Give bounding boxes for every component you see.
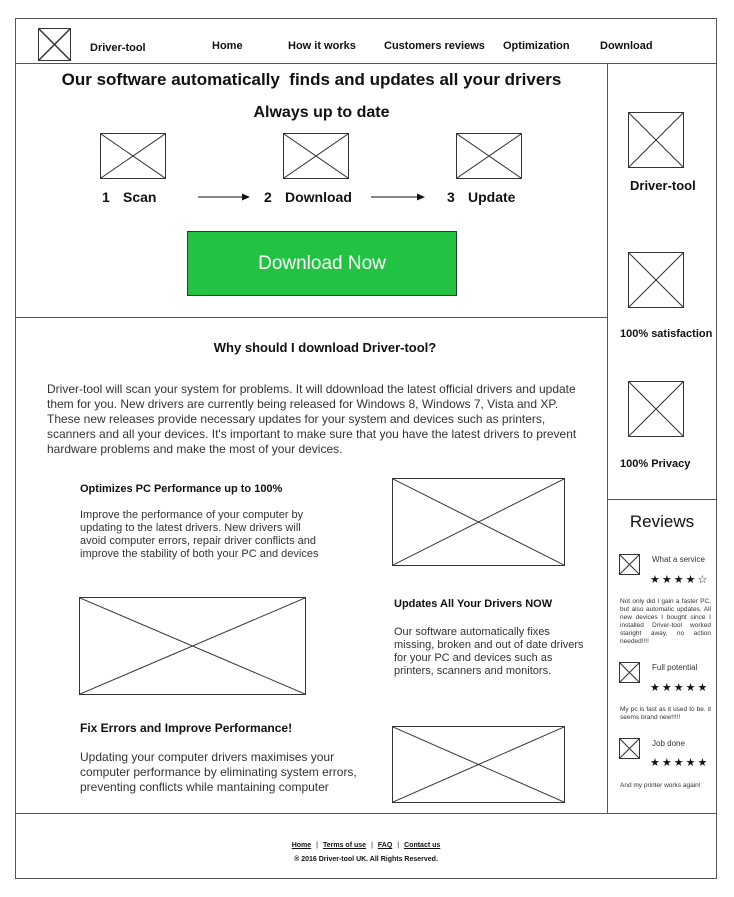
footer-copyright: ® 2016 Driver-tool UK. All Rights Reserved. <box>294 856 438 863</box>
download-now-label: Download Now <box>258 252 386 274</box>
step-3-number: 3 <box>447 189 455 205</box>
feature-3-title: Fix Errors and Improve Performance! <box>80 721 293 735</box>
feature-2-title: Updates All Your Drivers NOW <box>394 598 553 610</box>
review-3-stars: ★★★★★ <box>650 757 710 769</box>
footer-links <box>15 834 717 852</box>
hero-subheadline: Always up to date <box>253 104 390 121</box>
badge-privacy-label: 100% Privacy <box>620 458 691 470</box>
feature-1-title: Optimizes PC Performance up to 100% <box>80 483 283 495</box>
step-scan-image <box>100 133 166 179</box>
review-2-title: Full potential <box>652 663 698 672</box>
hero-headline: Our software automatically finds and updates all your drivers <box>61 70 562 89</box>
footer-link-terms[interactable]: Terms of use <box>323 842 367 849</box>
step-2-number: 2 <box>264 189 272 205</box>
feature-1-text: Improve the performance of your computer by updating to the latest drivers. New drivers will avoid computer errors, repair driver conflicts and improve the stability of both your PC and devices <box>80 509 319 560</box>
badge-driver-tool-image <box>628 112 684 168</box>
why-paragraph: Driver-tool will scan your system for problems. It will ddownload the latest official drivers and update them for you. New drivers are currently being released for Windows 8, Windows 7, Vista and XP. These new releases provide necessary updates for your system and devices such as printers, scanners and all your devices. It's important to make sure that you have the latest drivers to prevent hardware problems and make the most of your devices. <box>47 382 577 456</box>
review-1-stars: ★★★★☆ <box>650 574 710 586</box>
badge-driver-tool-label: Driver-tool <box>630 178 696 193</box>
review-3-text: And my printer works again! <box>620 782 701 789</box>
feature-3-image <box>392 726 565 803</box>
nav-home[interactable]: Home <box>212 40 243 52</box>
feature-2-text: Our software automatically fixes missing, broken and out of date drivers for your PC and devices such as printers, scanners and monitors. <box>394 626 584 677</box>
footer-link-home[interactable]: Home <box>291 842 312 849</box>
nav-customers-reviews[interactable]: Customers reviews <box>384 40 485 52</box>
step-download-image <box>283 133 349 179</box>
badge-satisfaction-label: 100% satisfaction <box>620 328 713 340</box>
feature-2-image <box>79 597 306 695</box>
badge-privacy-image <box>628 381 684 437</box>
review-3-avatar <box>619 738 640 759</box>
step-update-image <box>456 133 522 179</box>
footer-link-contact[interactable]: Contact us <box>404 842 441 849</box>
logo-image-placeholder[interactable] <box>38 28 71 61</box>
step-3-label: Update <box>468 189 516 205</box>
badge-satisfaction-image <box>628 252 684 308</box>
review-1-avatar <box>619 554 640 575</box>
feature-1-image <box>392 478 565 566</box>
footer-separator: | <box>316 842 318 849</box>
download-now-button[interactable] <box>187 231 457 296</box>
review-1-title: What a service <box>652 555 705 564</box>
footer-link-faq[interactable]: FAQ <box>377 842 393 849</box>
brand-name[interactable]: Driver-tool <box>90 42 146 54</box>
arrow-right-icon <box>198 192 250 202</box>
why-title: Why should I download Driver-tool? <box>213 340 437 355</box>
reviews-title: Reviews <box>629 512 695 531</box>
feature-3-text: Updating your computer drivers maximises your computer performance by eliminating system errors, preventing conflicts while mantaining computer <box>80 750 357 794</box>
review-2-text: My pc is fast as it used to be. it seems brand new!!!!! <box>620 706 711 721</box>
step-2-label: Download <box>285 189 352 205</box>
review-3-title: Job done <box>652 739 685 748</box>
step-1-label: Scan <box>123 189 157 205</box>
review-1-text: Not only did I gain a faster PC, but also automatic updates. All new devices I bought since I installed Driver-tool worked staright away, no action needed!!!! <box>620 598 711 645</box>
footer-separator: | <box>371 842 373 849</box>
arrow-right-icon <box>371 192 425 202</box>
nav-optimization[interactable]: Optimization <box>503 40 570 52</box>
nav-download[interactable]: Download <box>600 40 653 52</box>
footer-separator: | <box>397 842 400 849</box>
nav-how-it-works[interactable]: How it works <box>288 40 356 52</box>
review-2-avatar <box>619 662 640 683</box>
review-2-stars: ★★★★★ <box>650 682 710 694</box>
step-1-number: 1 <box>102 189 110 205</box>
